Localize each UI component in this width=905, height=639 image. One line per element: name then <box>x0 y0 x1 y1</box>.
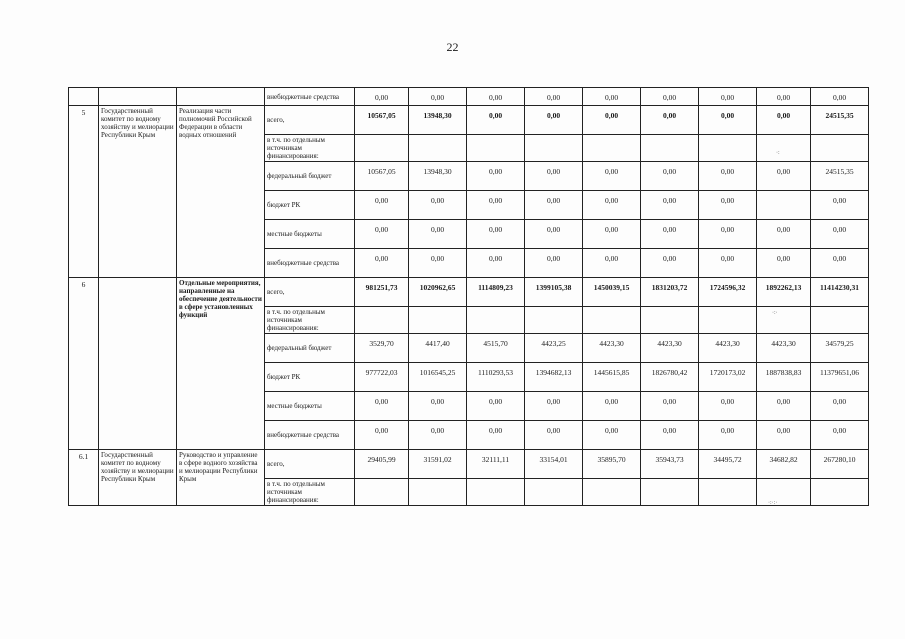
value-cell <box>583 479 641 506</box>
value-cell: 1016545,25 <box>409 363 467 392</box>
value-cell: 10567,05 <box>355 162 409 191</box>
value-cell: 0,00 <box>699 249 757 278</box>
value-cell: 0,00 <box>641 249 699 278</box>
value-cell: 0,00 <box>409 191 467 220</box>
table-row <box>69 450 869 479</box>
value-cell <box>699 307 757 334</box>
value-cell: 0,00 <box>583 392 641 421</box>
source-cell: федеральный бюджет <box>265 162 355 191</box>
finance-table <box>68 87 869 506</box>
value-cell: 1887838,83 <box>757 363 811 392</box>
value-cell <box>757 135 811 162</box>
activity-cell: Реализация части полномочий Российской Федерации в области водных отношений <box>177 106 265 278</box>
value-cell: 0,00 <box>467 392 525 421</box>
value-cell: 0,00 <box>355 392 409 421</box>
value-cell: 0,00 <box>811 249 869 278</box>
value-cell: 1826780,42 <box>641 363 699 392</box>
source-cell: местные бюджеты <box>265 220 355 249</box>
value-cell: 0,00 <box>757 88 811 106</box>
scan-specks: ·:· <box>772 310 778 316</box>
value-cell: 34579,25 <box>811 334 869 363</box>
value-cell: 24515,35 <box>811 106 869 135</box>
value-cell: 0,00 <box>699 220 757 249</box>
value-cell <box>699 135 757 162</box>
executor-cell <box>99 278 177 450</box>
value-cell <box>467 479 525 506</box>
value-cell: 0,00 <box>525 191 583 220</box>
value-cell: 0,00 <box>699 106 757 135</box>
value-cell: 1445615,85 <box>583 363 641 392</box>
index-cell <box>69 88 99 106</box>
value-cell: 1450039,15 <box>583 278 641 307</box>
value-cell: 981251,73 <box>355 278 409 307</box>
value-cell: 0,00 <box>641 421 699 450</box>
value-cell: 32111,11 <box>467 450 525 479</box>
value-cell <box>409 307 467 334</box>
value-cell <box>641 135 699 162</box>
value-cell: 0,00 <box>467 88 525 106</box>
executor-cell: Государственный комитет по водному хозяйству и мелиорации Республики Крым <box>99 450 177 506</box>
value-cell: 13948,30 <box>409 106 467 135</box>
source-cell: внебюджетные средства <box>265 421 355 450</box>
value-cell: 34682,82 <box>757 450 811 479</box>
value-cell: 24515,35 <box>811 162 869 191</box>
value-cell: 0,00 <box>355 88 409 106</box>
value-cell: 0,00 <box>525 162 583 191</box>
value-cell: 0,00 <box>525 249 583 278</box>
value-cell: 0,00 <box>355 249 409 278</box>
value-cell: 0,00 <box>757 162 811 191</box>
value-cell: 4423,30 <box>699 334 757 363</box>
value-cell: 0,00 <box>467 249 525 278</box>
value-cell: 0,00 <box>757 421 811 450</box>
source-cell: в т.ч. по отдельным источникам финансирования: <box>265 135 355 162</box>
value-cell <box>467 307 525 334</box>
value-cell <box>757 479 811 506</box>
value-cell: 0,00 <box>583 421 641 450</box>
value-cell: 0,00 <box>355 220 409 249</box>
value-cell: 977722,03 <box>355 363 409 392</box>
value-cell: 0,00 <box>811 220 869 249</box>
source-cell: всего, <box>265 278 355 307</box>
source-cell: всего, <box>265 106 355 135</box>
source-cell: бюджет РК <box>265 191 355 220</box>
source-cell: в т.ч. по отдельным источникам финансирования: <box>265 479 355 506</box>
value-cell <box>699 479 757 506</box>
value-cell: 0,00 <box>699 421 757 450</box>
value-cell <box>641 307 699 334</box>
value-cell: 0,00 <box>583 191 641 220</box>
value-cell: 0,00 <box>525 421 583 450</box>
value-cell: 0,00 <box>811 392 869 421</box>
value-cell: 0,00 <box>583 249 641 278</box>
page-number: 22 <box>446 40 459 54</box>
value-cell: 0,00 <box>409 421 467 450</box>
value-cell: 0,00 <box>757 392 811 421</box>
value-cell: 0,00 <box>641 106 699 135</box>
table-row <box>69 88 869 106</box>
value-cell: 4423,30 <box>641 334 699 363</box>
value-cell: 0,00 <box>467 162 525 191</box>
source-cell: федеральный бюджет <box>265 334 355 363</box>
value-cell: 0,00 <box>583 88 641 106</box>
value-cell: 1110293,53 <box>467 363 525 392</box>
value-cell: 4423,25 <box>525 334 583 363</box>
value-cell: 1724596,32 <box>699 278 757 307</box>
value-cell: 0,00 <box>525 220 583 249</box>
value-cell <box>409 135 467 162</box>
value-cell: 1831203,72 <box>641 278 699 307</box>
value-cell: 1394682,13 <box>525 363 583 392</box>
value-cell: 0,00 <box>811 421 869 450</box>
value-cell: 0,00 <box>467 220 525 249</box>
value-cell <box>525 307 583 334</box>
value-cell: 4423,30 <box>583 334 641 363</box>
scan-specks: ·: <box>776 150 780 156</box>
value-cell: 0,00 <box>583 106 641 135</box>
activity-cell <box>177 88 265 106</box>
value-cell <box>583 307 641 334</box>
value-cell: 0,00 <box>467 191 525 220</box>
value-cell: 267280,10 <box>811 450 869 479</box>
value-cell: 0,00 <box>699 392 757 421</box>
value-cell: 0,00 <box>641 220 699 249</box>
value-cell: 0,00 <box>583 220 641 249</box>
value-cell: 0,00 <box>641 162 699 191</box>
value-cell <box>355 479 409 506</box>
value-cell: 35895,70 <box>583 450 641 479</box>
value-cell: 0,00 <box>467 421 525 450</box>
value-cell: 0,00 <box>757 220 811 249</box>
value-cell: 0,00 <box>355 421 409 450</box>
table-row <box>69 278 869 307</box>
value-cell: 0,00 <box>641 392 699 421</box>
value-cell: 1892262,13 <box>757 278 811 307</box>
value-cell: 0,00 <box>409 88 467 106</box>
value-cell: 0,00 <box>525 88 583 106</box>
value-cell: 1720173,02 <box>699 363 757 392</box>
value-cell <box>525 479 583 506</box>
value-cell: 29405,99 <box>355 450 409 479</box>
value-cell: 0,00 <box>811 88 869 106</box>
value-cell <box>641 479 699 506</box>
value-cell: 35943,73 <box>641 450 699 479</box>
value-cell: 0,00 <box>525 106 583 135</box>
executor-cell <box>99 88 177 106</box>
value-cell: 0,00 <box>757 106 811 135</box>
value-cell: 10567,05 <box>355 106 409 135</box>
value-cell: 0,00 <box>641 191 699 220</box>
value-cell <box>811 307 869 334</box>
value-cell <box>355 307 409 334</box>
activity-cell: Руководство и управление в сфере водного хозяйства и мелиорации Республики Крым <box>177 450 265 506</box>
index-cell: 6 <box>69 278 99 450</box>
source-cell: внебюджетные средства <box>265 88 355 106</box>
value-cell: 33154,01 <box>525 450 583 479</box>
source-cell: внебюджетные средства <box>265 249 355 278</box>
value-cell: 0,00 <box>641 88 699 106</box>
value-cell <box>525 135 583 162</box>
value-cell: 1020962,65 <box>409 278 467 307</box>
executor-cell: Государственный комитет по водному хозяйству и мелиорации Республики Крым <box>99 106 177 278</box>
value-cell <box>757 307 811 334</box>
value-cell: 3529,70 <box>355 334 409 363</box>
value-cell <box>467 135 525 162</box>
value-cell: 4417,40 <box>409 334 467 363</box>
value-cell <box>811 135 869 162</box>
value-cell: 0,00 <box>409 392 467 421</box>
value-cell <box>355 135 409 162</box>
source-cell: всего, <box>265 450 355 479</box>
value-cell <box>757 191 811 220</box>
value-cell: 0,00 <box>757 249 811 278</box>
value-cell: 0,00 <box>409 220 467 249</box>
index-cell: 6.1 <box>69 450 99 506</box>
value-cell: 4423,30 <box>757 334 811 363</box>
value-cell: 4515,70 <box>467 334 525 363</box>
source-cell: бюджет РК <box>265 363 355 392</box>
value-cell: 0,00 <box>699 88 757 106</box>
table-row <box>69 106 869 135</box>
value-cell: 0,00 <box>467 106 525 135</box>
value-cell: 31591,02 <box>409 450 467 479</box>
value-cell: 34495,72 <box>699 450 757 479</box>
value-cell: 0,00 <box>699 191 757 220</box>
source-cell: местные бюджеты <box>265 392 355 421</box>
value-cell: 11414230,31 <box>811 278 869 307</box>
value-cell: 0,00 <box>583 162 641 191</box>
scan-specks: ·:·:· <box>768 500 778 506</box>
value-cell <box>811 479 869 506</box>
index-cell: 5 <box>69 106 99 278</box>
value-cell: 0,00 <box>525 392 583 421</box>
value-cell: 1114809,23 <box>467 278 525 307</box>
value-cell <box>409 479 467 506</box>
value-cell <box>583 135 641 162</box>
activity-cell: Отдельные мероприятия, направленные на обеспечение деятельности в сфере установленных функций <box>177 278 265 450</box>
value-cell: 13948,30 <box>409 162 467 191</box>
value-cell: 0,00 <box>355 191 409 220</box>
source-cell: в т.ч. по отдельным источникам финансирования: <box>265 307 355 334</box>
value-cell: 0,00 <box>409 249 467 278</box>
value-cell: 1399105,38 <box>525 278 583 307</box>
value-cell: 0,00 <box>699 162 757 191</box>
value-cell: 0,00 <box>811 191 869 220</box>
value-cell: 11379651,06 <box>811 363 869 392</box>
